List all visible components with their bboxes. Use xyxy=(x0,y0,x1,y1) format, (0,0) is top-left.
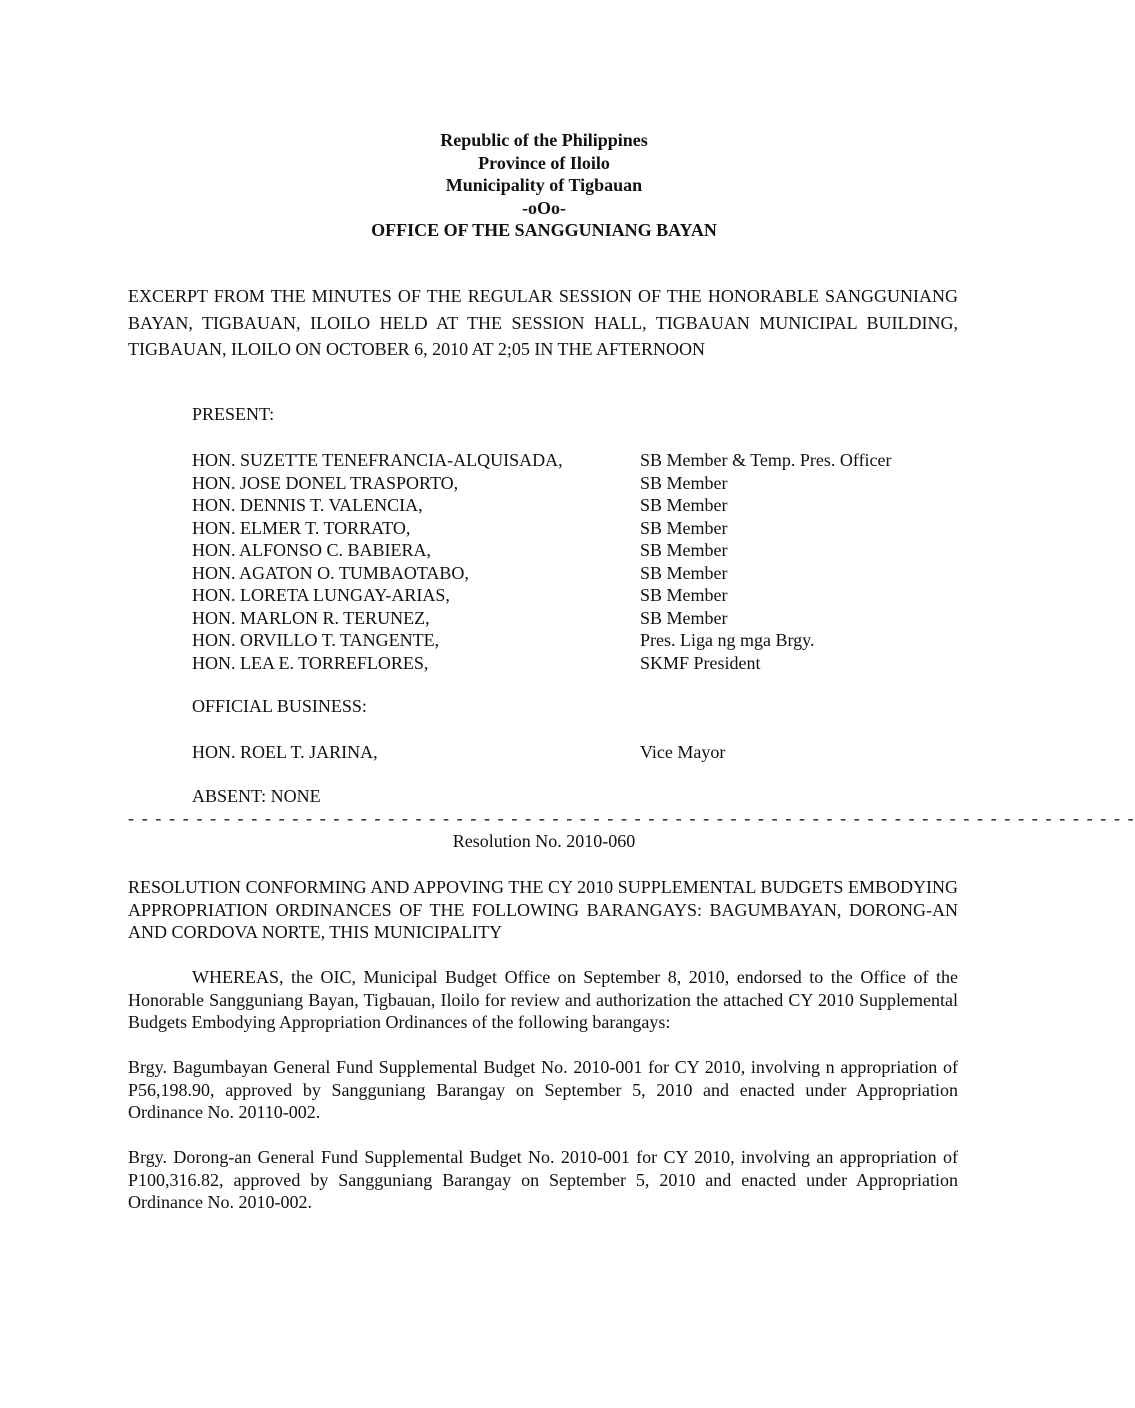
member-name: HON. LEA E. TORREFLORES, xyxy=(192,652,429,673)
roster-row xyxy=(192,741,952,764)
roster-row xyxy=(192,472,952,495)
member-role: SKMF President xyxy=(640,652,761,673)
roster-row xyxy=(192,629,952,652)
roster-row xyxy=(192,539,952,562)
minutes-excerpt: EXCERPT FROM THE MINUTES OF THE REGULAR SESSION OF THE HONORABLE SANGGUNIANG BAYAN, TIGBAUAN, ILOILO HELD AT THE SESSION HALL, TIGBAUAN MUNICIPAL BUILDING, TIGBAUAN, ILOILO ON OCTOBER 6, 2010 AT 2;05 IN THE AFTERNOON xyxy=(128,286,958,359)
barangay-bagumbayan-paragraph: Brgy. Bagumbayan General Fund Supplemental Budget No. 2010-001 for CY 2010, involving n appropriation of P56,198.90, approved by Sangguniang Barangay on September 5, 2010 and enacted under Appropriation Ordinance No. 20110-002. xyxy=(128,1057,958,1122)
member-role: SB Member & Temp. Pres. Officer xyxy=(640,450,892,470)
member-name: HON. MARLON R. TERUNEZ, xyxy=(192,607,430,628)
official-business-label: OFFICIAL BUSINESS: xyxy=(192,696,367,716)
member-role: SB Member xyxy=(640,585,728,605)
member-role: SB Member xyxy=(640,607,728,628)
letterhead-office: OFFICE OF THE SANGGUNIANG BAYAN xyxy=(371,220,717,240)
letterhead-province: Province of Iloilo xyxy=(478,152,610,173)
absent-line: ABSENT: NONE xyxy=(192,786,321,806)
member-role: Pres. Liga ng mga Brgy. xyxy=(640,630,815,650)
letterhead-country: Republic of the Philippines xyxy=(440,130,648,150)
member-name: HON. JOSE DONEL TRASPORTO, xyxy=(192,472,459,493)
member-name: HON. ROEL T. JARINA, xyxy=(192,742,378,762)
member-role: SB Member xyxy=(640,495,728,515)
whereas-clause: WHEREAS, the OIC, Municipal Budget Office on September 8, 2010, endorsed to the Office of the Honorable Sangguniang Bayan, Tigbauan, Iloilo for review and authorization the attached CY 2010 Supplemental Budgets Embodying Appropriation Ordinances of the following barangays: xyxy=(128,967,958,1032)
roster-row xyxy=(192,652,952,675)
present-roster xyxy=(192,449,952,674)
member-name: HON. ORVILLO T. TANGENTE, xyxy=(192,630,440,650)
letterhead-ornament: -oOo- xyxy=(522,197,566,218)
member-role: SB Member xyxy=(640,562,728,583)
member-name: HON. SUZETTE TENEFRANCIA-ALQUISADA, xyxy=(192,450,563,470)
member-name: HON. ALFONSO C. BABIERA, xyxy=(192,540,432,560)
present-label: PRESENT: xyxy=(192,404,275,424)
member-role: SB Member xyxy=(640,472,728,493)
member-role: Vice Mayor xyxy=(640,742,726,762)
dashed-separator: - - - - - - - - - - - - - - - - - - - - - - - - - - - - - - - - - - - - - - - - - - - - - - - - - - - - - - - - - - - - - - - - - - - - - - - - - - xyxy=(128,808,1135,828)
roster-row xyxy=(192,584,952,607)
roster-row xyxy=(192,449,952,472)
roster-row xyxy=(192,562,952,585)
member-name: HON. LORETA LUNGAY-ARIAS, xyxy=(192,585,450,605)
official-business-roster xyxy=(192,741,952,764)
member-name: HON. DENNIS T. VALENCIA, xyxy=(192,495,423,515)
letterhead xyxy=(0,129,1088,242)
barangay-dorong-an-paragraph: Brgy. Dorong-an General Fund Supplemental Budget No. 2010-001 for CY 2010, involving an appropriation of P100,316.82, approved by Sangguniang Barangay on September 5, 2010 and enacted under Appropriation Ordinance No. 2010-002. xyxy=(128,1147,958,1212)
roster-row xyxy=(192,517,952,540)
resolution-number: Resolution No. 2010-060 xyxy=(452,831,636,851)
resolution-title: RESOLUTION CONFORMING AND APPOVING THE CY 2010 SUPPLEMENTAL BUDGETS EMBODYING APPROPRIATION ORDINANCES OF THE FOLLOWING BARANGAYS: BAGUMBAYAN, DORONG-AN AND CORDOVA NORTE, THIS MUNICIPALITY xyxy=(128,877,958,942)
member-name: HON. ELMER T. TORRATO, xyxy=(192,517,411,538)
letterhead-municipality: Municipality of Tigbauan xyxy=(445,175,643,195)
member-name: HON. AGATON O. TUMBAOTABO, xyxy=(192,562,469,583)
member-role: SB Member xyxy=(640,540,728,560)
roster-row xyxy=(192,607,952,630)
member-role: SB Member xyxy=(640,517,728,538)
roster-row xyxy=(192,494,952,517)
